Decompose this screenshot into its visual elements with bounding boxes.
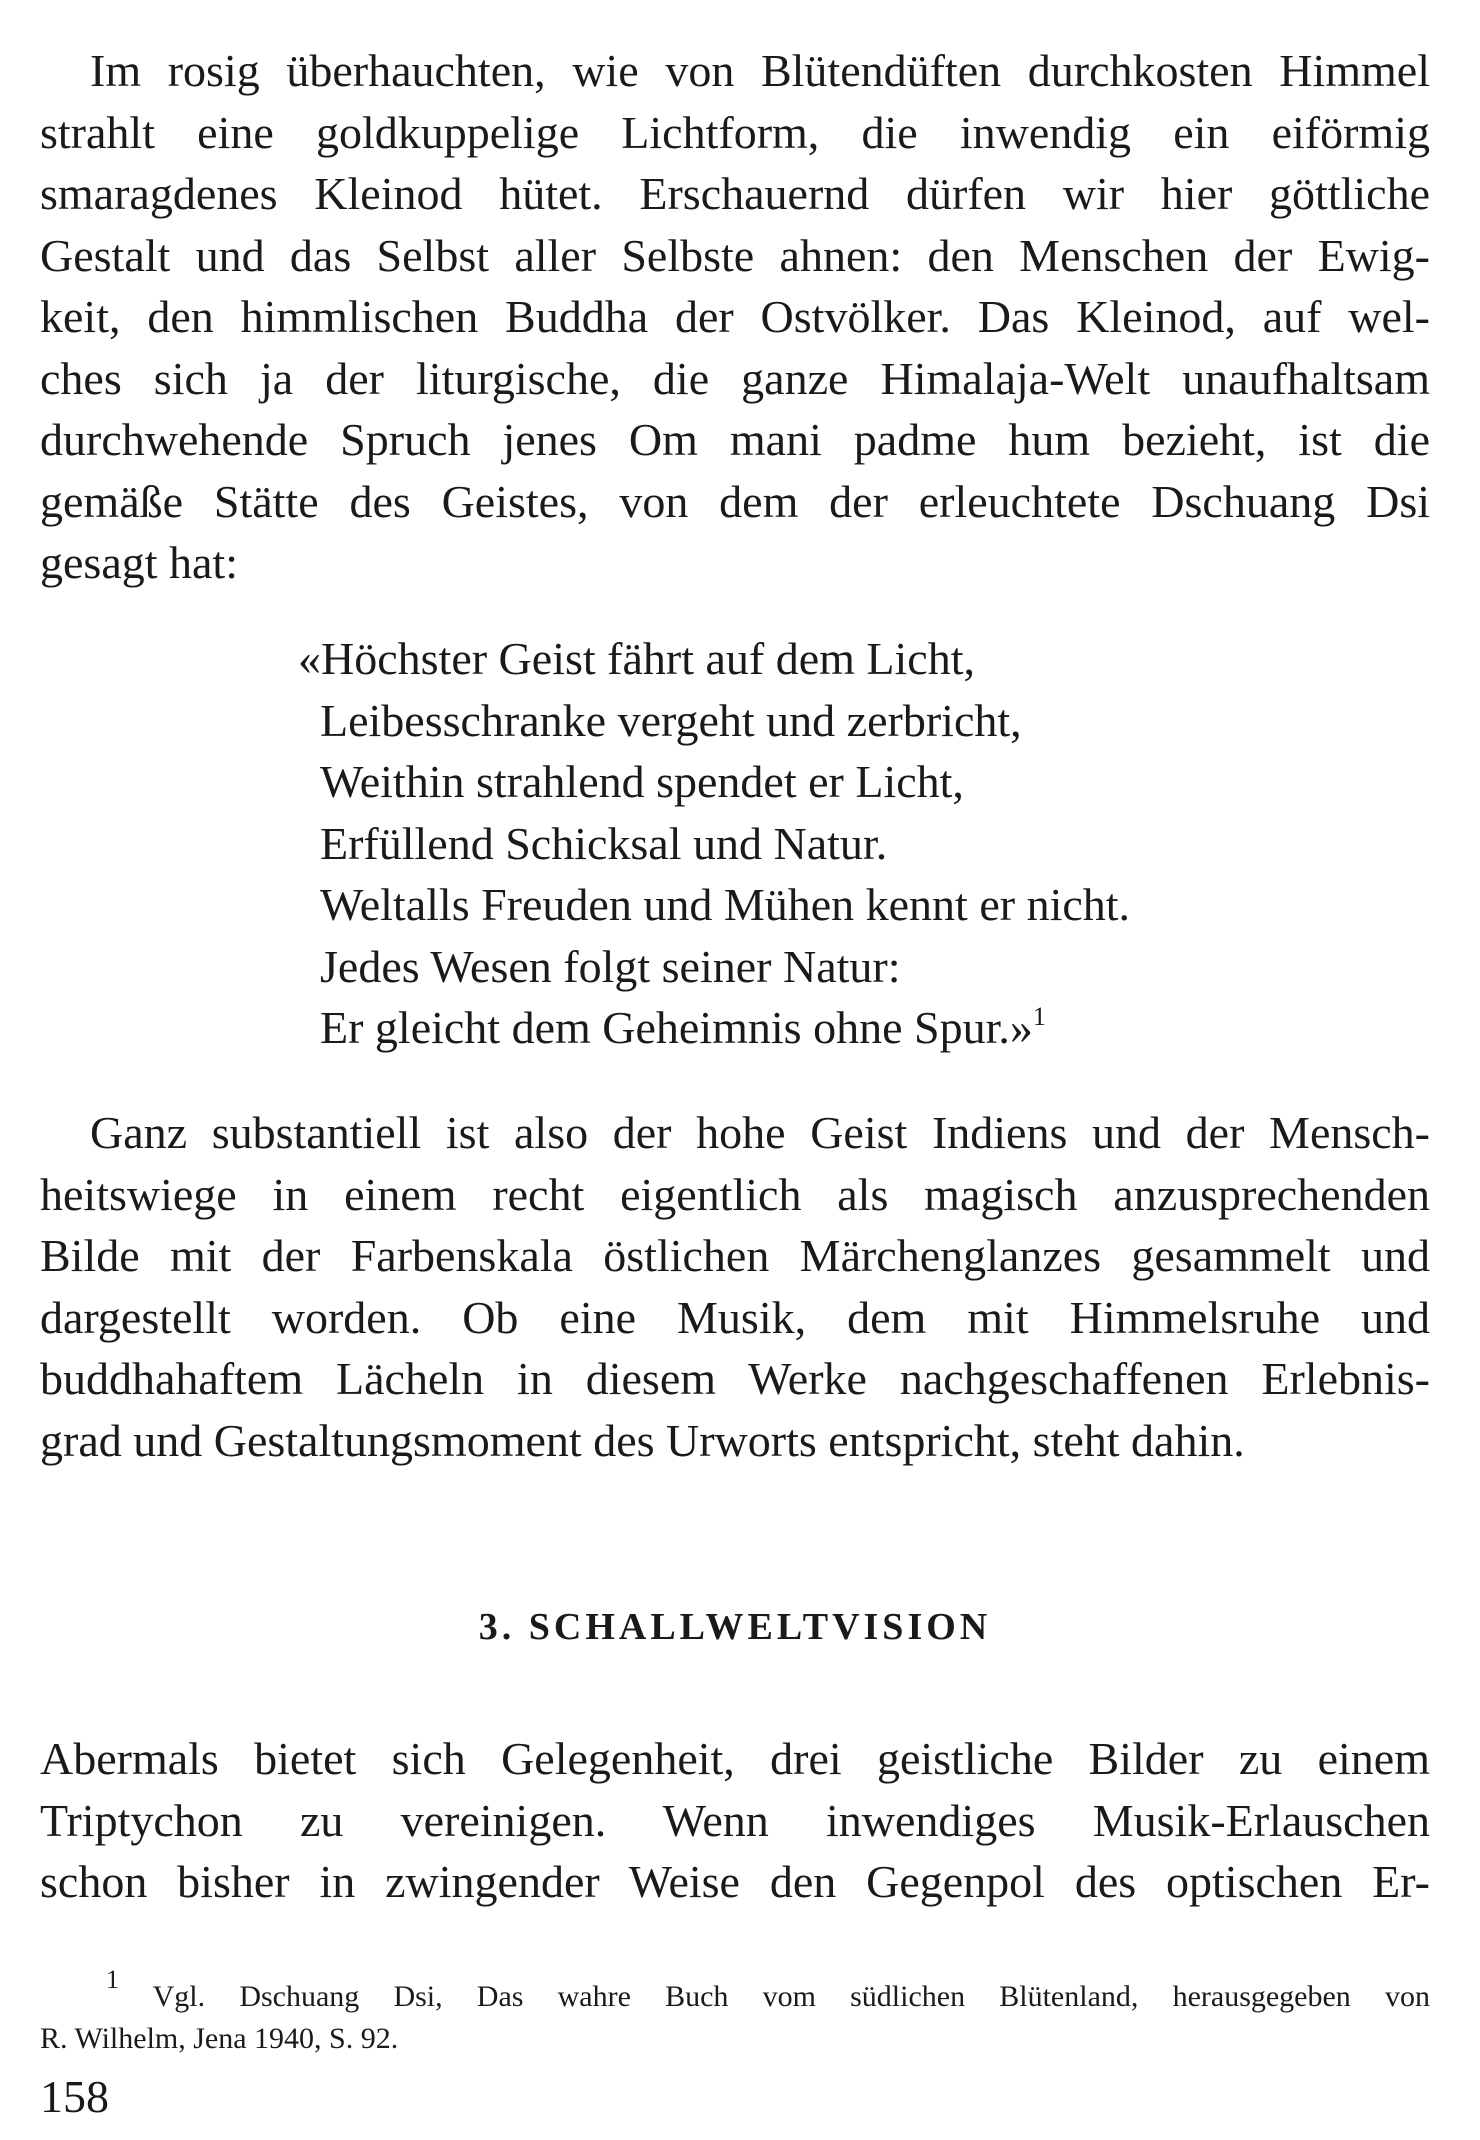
- poem-line: Jedes Wesen folgt seiner Natur:: [320, 940, 901, 992]
- text-line: Gestalt und das Selbst aller Selbste ahnen: den Menschen der Ewig-: [40, 229, 1430, 281]
- footnote-line: [40, 1965, 1430, 2018]
- poem-quote: [298, 628, 1130, 1059]
- page-number: 158: [40, 2071, 109, 2122]
- paragraph-2: [40, 1102, 1430, 1471]
- paragraph-1: [40, 40, 1430, 594]
- text-line: Abermals bietet sich Gelegenheit, drei geistliche Bilder zu einem: [40, 1733, 1430, 1784]
- poem-line: «Höchster Geist fährt auf dem Licht,: [298, 633, 975, 684]
- text-line: keit, den himmlischen Buddha der Ostvölker. Das Kleinod, auf wel-: [40, 291, 1430, 342]
- footnote-reference[interactable]: 1: [1032, 1002, 1046, 1031]
- text-line: strahlt eine goldkuppelige Lichtform, die inwendig ein eiförmig: [40, 106, 1430, 158]
- text-line: grad und Gestaltungsmoment des Urworts entspricht, steht dahin.: [40, 1414, 1245, 1466]
- text-line: Triptychon zu vereinigen. Wenn inwendiges Musik-Erlauschen: [40, 1794, 1430, 1846]
- footnote-marker: 1: [106, 1965, 119, 1994]
- footnote-text: Vgl. Dschuang Dsi, Das wahre Buch vom südlichen Blütenland, herausgegeben von: [152, 1980, 1430, 2013]
- text-line: ches sich ja der liturgische, die ganze Himalaja-Welt unaufhaltsam: [40, 352, 1430, 404]
- text-line: durchwehende Spruch jenes Om mani padme hum bezieht, ist die: [40, 414, 1430, 465]
- text-line: buddhahaftem Lächeln in diesem Werke nachgeschaffenen Erlebnis-: [40, 1353, 1430, 1404]
- poem-line: Erfüllend Schicksal und Natur.: [320, 817, 888, 869]
- text-line: gemäße Stätte des Geistes, von dem der erleuchtete Dschuang Dsi: [40, 475, 1430, 527]
- footnote: [40, 1965, 1430, 2060]
- text-line: Im rosig überhauchten, wie von Blütendüften durchkosten Himmel: [90, 45, 1430, 96]
- text-line: smaragdenes Kleinod hütet. Erschauernd dürfen wir hier göttliche: [40, 168, 1430, 219]
- text-line: Bilde mit der Farbenskala östlichen Märchenglanzes gesammelt und: [40, 1230, 1430, 1281]
- poem-line: Weltalls Freuden und Mühen kennt er nicht.: [320, 879, 1131, 930]
- text-line: schon bisher in zwingender Weise den Gegenpol des optischen Er-: [40, 1856, 1430, 1907]
- text-line: Ganz substantiell ist also der hohe Geist Indiens und der Mensch-: [90, 1107, 1430, 1158]
- poem-line: Leibesschranke vergeht und zerbricht,: [320, 694, 1022, 746]
- paragraph-3: [40, 1728, 1430, 1913]
- text-line: dargestellt worden. Ob eine Musik, dem mit Himmelsruhe und: [40, 1291, 1430, 1343]
- text-line: heitswiege in einem recht eigentlich als magisch anzusprechenden: [40, 1168, 1430, 1220]
- poem-line: Weithin strahlend spendet er Licht,: [320, 756, 964, 807]
- poem-line: [298, 997, 1130, 1059]
- footnote-line: R. Wilhelm, Jena 1940, S. 92.: [40, 2022, 399, 2055]
- section-heading: 3. SCHALLWELTVISION: [478, 1606, 992, 1648]
- poem-last-line-text: Er gleicht dem Geheimnis ohne Spur.»: [320, 1002, 1033, 1053]
- text-line: gesagt hat:: [40, 537, 238, 588]
